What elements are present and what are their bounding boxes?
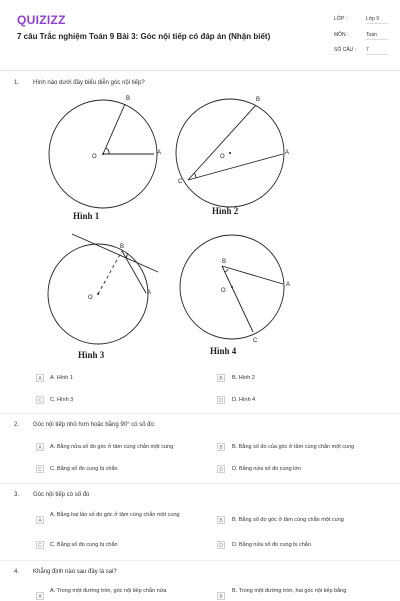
meta-label-subject: MÔN : bbox=[334, 32, 349, 38]
question-divider bbox=[0, 413, 400, 414]
option-d-text[interactable]: D. Bằng nửa số đo cung bị chắn bbox=[232, 542, 311, 548]
figure2-center-dot bbox=[229, 152, 231, 154]
option-b-text[interactable]: B. Bằng số đo góc ở tâm cùng chắn một cung bbox=[232, 517, 344, 523]
option-a-text[interactable]: A. Trong một đường tròn, góc nội tiếp chắn nửa bbox=[50, 588, 167, 594]
figure2-caption: Hình 2 bbox=[212, 206, 239, 216]
question-number: 3. bbox=[14, 492, 20, 498]
option-a-text[interactable]: A. Bằng hai lần số đo góc ở tâm cùng chắn một cung bbox=[50, 512, 180, 518]
figure3-angle-arc bbox=[126, 253, 127, 258]
option-a-checkbox[interactable]: A bbox=[36, 516, 44, 524]
option-b-checkbox[interactable]: B bbox=[217, 443, 225, 451]
option-c-text[interactable]: C. Bằng số đo cung bị chắn bbox=[50, 542, 118, 548]
figure2-point-a: A bbox=[285, 150, 290, 156]
figure4-center-dot bbox=[231, 286, 233, 288]
option-c-text[interactable]: C. Bằng số đo cung bị chắn bbox=[50, 466, 118, 472]
question-text: Khẳng định nào sau đây là sai? bbox=[33, 569, 117, 575]
option-d-checkbox[interactable]: D bbox=[217, 396, 225, 404]
figure4-point-c: C bbox=[253, 338, 258, 344]
option-a-checkbox[interactable]: A bbox=[36, 443, 44, 451]
option-b-checkbox[interactable]: B bbox=[217, 516, 225, 524]
option-a-checkbox[interactable]: A bbox=[36, 374, 44, 382]
figure2-angle-arc bbox=[194, 173, 196, 178]
option-b-text[interactable]: B. Bằng số đo của góc ở tâm cùng chắn một cung bbox=[232, 444, 355, 450]
option-a-text[interactable]: A. Hình 1 bbox=[50, 375, 73, 381]
figure1-angle-arc bbox=[106, 148, 109, 154]
figure2-chord-ca bbox=[188, 154, 283, 180]
meta-value-subject: Toán bbox=[366, 32, 388, 40]
figure1-point-b: B bbox=[126, 96, 131, 102]
figure3-point-a: A bbox=[147, 290, 152, 296]
question-number: 4. bbox=[14, 569, 20, 575]
figure4-caption: Hình 4 bbox=[210, 346, 237, 356]
figure4-chord-bc bbox=[222, 266, 253, 332]
option-d-checkbox[interactable]: D bbox=[217, 541, 225, 549]
question-text: Hình nào dưới đây biểu diễn góc nội tiếp? bbox=[33, 80, 145, 86]
option-c-checkbox[interactable]: C bbox=[36, 465, 44, 473]
figure3-point-b: B bbox=[120, 244, 125, 250]
worksheet-title: 7 câu Trắc nghiệm Toán 9 Bài 3: Góc nội tiếp có đáp án (Nhận biết) bbox=[17, 32, 271, 41]
quizizz-logo[interactable]: QUIZIZZ bbox=[17, 13, 66, 27]
figure1-radius-ob bbox=[103, 104, 125, 154]
figure1-point-o: O bbox=[92, 154, 97, 160]
worksheet-header bbox=[0, 0, 400, 71]
figure3-caption: Hình 3 bbox=[78, 350, 105, 360]
option-d-text[interactable]: D. Bằng nửa số đo cung lớn bbox=[232, 466, 302, 472]
figure1-caption: Hình 1 bbox=[73, 211, 100, 221]
figure1-point-a: A bbox=[157, 150, 162, 156]
geometry-figures bbox=[0, 88, 400, 368]
figure4-chord-ba bbox=[222, 266, 283, 284]
figure2-chord-cb bbox=[188, 105, 256, 180]
question-number: 1. bbox=[14, 80, 20, 86]
question-number: 2. bbox=[14, 422, 20, 428]
figure1-center-dot bbox=[102, 153, 104, 155]
option-a-text[interactable]: A. Bằng nửa số đo góc ở tâm cùng chắn một cung bbox=[50, 444, 174, 450]
option-c-checkbox[interactable]: C bbox=[36, 396, 44, 404]
meta-value-class: Lớp 9 bbox=[366, 16, 388, 24]
question-divider bbox=[0, 560, 400, 561]
meta-label-count: SỐ CÂU : bbox=[334, 47, 356, 53]
figure3-point-o: O bbox=[88, 295, 93, 301]
option-a-checkbox[interactable]: A bbox=[36, 592, 44, 600]
option-d-text[interactable]: D. Hình 4 bbox=[232, 397, 256, 403]
option-b-checkbox[interactable]: B bbox=[217, 592, 225, 600]
option-b-checkbox[interactable]: B bbox=[217, 374, 225, 382]
option-c-text[interactable]: C. Hình 3 bbox=[50, 397, 74, 403]
option-b-text[interactable]: B. Trong một đường tròn, hai góc nội tiếp bằng bbox=[232, 588, 347, 594]
option-d-checkbox[interactable]: D bbox=[217, 465, 225, 473]
figure3-center-dot bbox=[97, 293, 99, 295]
question-text: Góc nội tiếp nhỏ hơn hoặc bằng 90° có số đo: bbox=[33, 422, 156, 428]
figure2-point-o: O bbox=[220, 154, 225, 160]
figure4-point-o: O bbox=[221, 288, 226, 294]
figure3-tangent bbox=[72, 234, 158, 272]
option-c-checkbox[interactable]: C bbox=[36, 541, 44, 549]
figure4-angle-arc bbox=[225, 269, 228, 272]
figure4-point-b: B bbox=[222, 259, 227, 265]
option-b-text[interactable]: B. Hình 2 bbox=[232, 375, 255, 381]
figure4-point-a: A bbox=[286, 282, 291, 288]
figure2-point-b: B bbox=[256, 97, 261, 103]
meta-label-class: LỚP : bbox=[334, 16, 348, 22]
question-text: Góc nội tiếp có số đo bbox=[33, 492, 90, 498]
figure3-dashed-ob bbox=[98, 251, 122, 294]
question-divider bbox=[0, 483, 400, 484]
figure2-point-c: C bbox=[178, 179, 183, 185]
meta-value-count: 7 bbox=[366, 47, 388, 55]
